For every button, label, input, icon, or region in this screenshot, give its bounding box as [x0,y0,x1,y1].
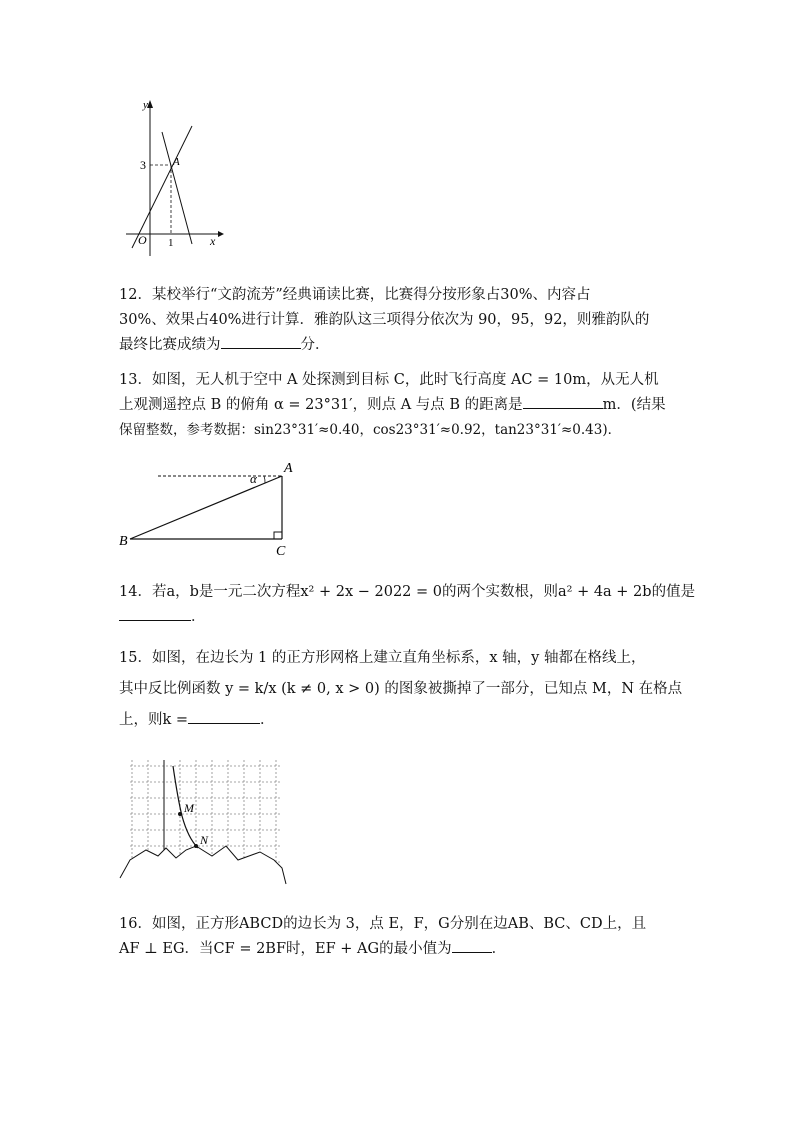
q15-line-1: 15．如图，在边长为 1 的正方形网格上建立直角坐标系，x 轴，y 轴都在格线上， [119,650,646,666]
q13-line-3: 保留整数，参考数据：sin23°31′≈0.40，cos23°31′≈0.92，tan23°31′≈0.43)． [119,422,622,438]
x-axis-arrow-icon [218,231,224,237]
label-c: C [276,544,286,559]
question-16 [119,912,689,962]
increasing-line [132,126,192,248]
q16-line-1: 16．如图，正方形ABCD的边长为 3，点 E，F，G分别在边AB、BC、CD上，且 [119,916,647,932]
q14-line-1: 14．若a，b是一元二次方程x² + 2x − 2022 = 0的两个实数根，则a² + 4a + 2b的值是 [119,584,696,600]
q13-line-2 [119,393,689,418]
tick-label-x: 1 [168,237,174,249]
figure-11-intersecting-lines [120,96,225,256]
point-n [194,844,198,848]
q16-line-2-text: AF ⊥ EG．当CF = 2BF时，EF + AG的最小值为 [119,941,452,957]
q12-line-3-text: 最终比赛成绩为 [119,337,221,353]
right-angle-mark-icon [274,532,282,539]
q15-line-3 [119,705,689,736]
origin-label: O [138,233,147,247]
q14-answer-blank [119,605,191,621]
q12-answer-blank [221,333,301,349]
label-alpha: α [250,471,257,486]
q12-line-1: 12．某校举行“文韵流芳”经典诵读比赛，比赛得分按形象占30%、内容占 [119,287,591,303]
y-axis-label: y [143,99,148,111]
angle-arc-icon [264,476,265,483]
q14-line-2-tail: ． [191,609,206,625]
tick-label-y: 3 [140,158,146,172]
decreasing-line [162,132,192,244]
figure-15-torn-grid [118,760,294,890]
torn-edge [120,846,286,884]
q12-line-3 [119,333,689,358]
point-m [178,812,182,816]
q12-line-2: 30%、效果占40%进行计算．雅韵队这三项得分依次为 90，95，92，则雅韵队的 [119,312,650,328]
label-b: B [119,534,128,549]
q13-line-2-tail: m．(结果 [602,397,666,413]
q13-line-1: 13．如图，无人机于空中 A 处探测到目标 C，此时飞行高度 AC = 10m，从无人机 [119,372,659,388]
q15-line-3-tail: ． [260,712,275,728]
point-a-label: A [173,156,180,168]
label-a: A [284,461,293,476]
x-axis-label: x [210,234,216,248]
q14-line-2 [119,605,689,630]
question-12 [119,283,689,358]
question-15 [119,643,689,736]
q15-line-3-text: 上，则k = [119,712,189,728]
y-axis-arrow-icon [147,100,153,108]
q12-line-3-tail: 分． [300,337,330,353]
label-m: M [184,801,194,815]
label-n: N [200,833,209,847]
q13-line-2-text: 上观测遥控点 B 的俯角 α = 23°31′，则点 A 与点 B 的距离是 [119,397,523,413]
question-14 [119,580,696,630]
question-13 [119,368,689,443]
segment-ab [130,476,282,539]
q16-line-2 [119,937,689,962]
q13-answer-blank [523,393,603,409]
q15-line-2: 其中反比例函数 y = k/x (k ≠ 0, x > 0) 的图象被撕掉了一部分，已知点 M，N 在格点 [119,681,683,697]
q16-line-2-tail: ． [491,941,507,957]
q15-answer-blank [188,708,260,724]
q16-answer-blank [452,937,492,953]
figure-13-triangle [116,456,296,560]
